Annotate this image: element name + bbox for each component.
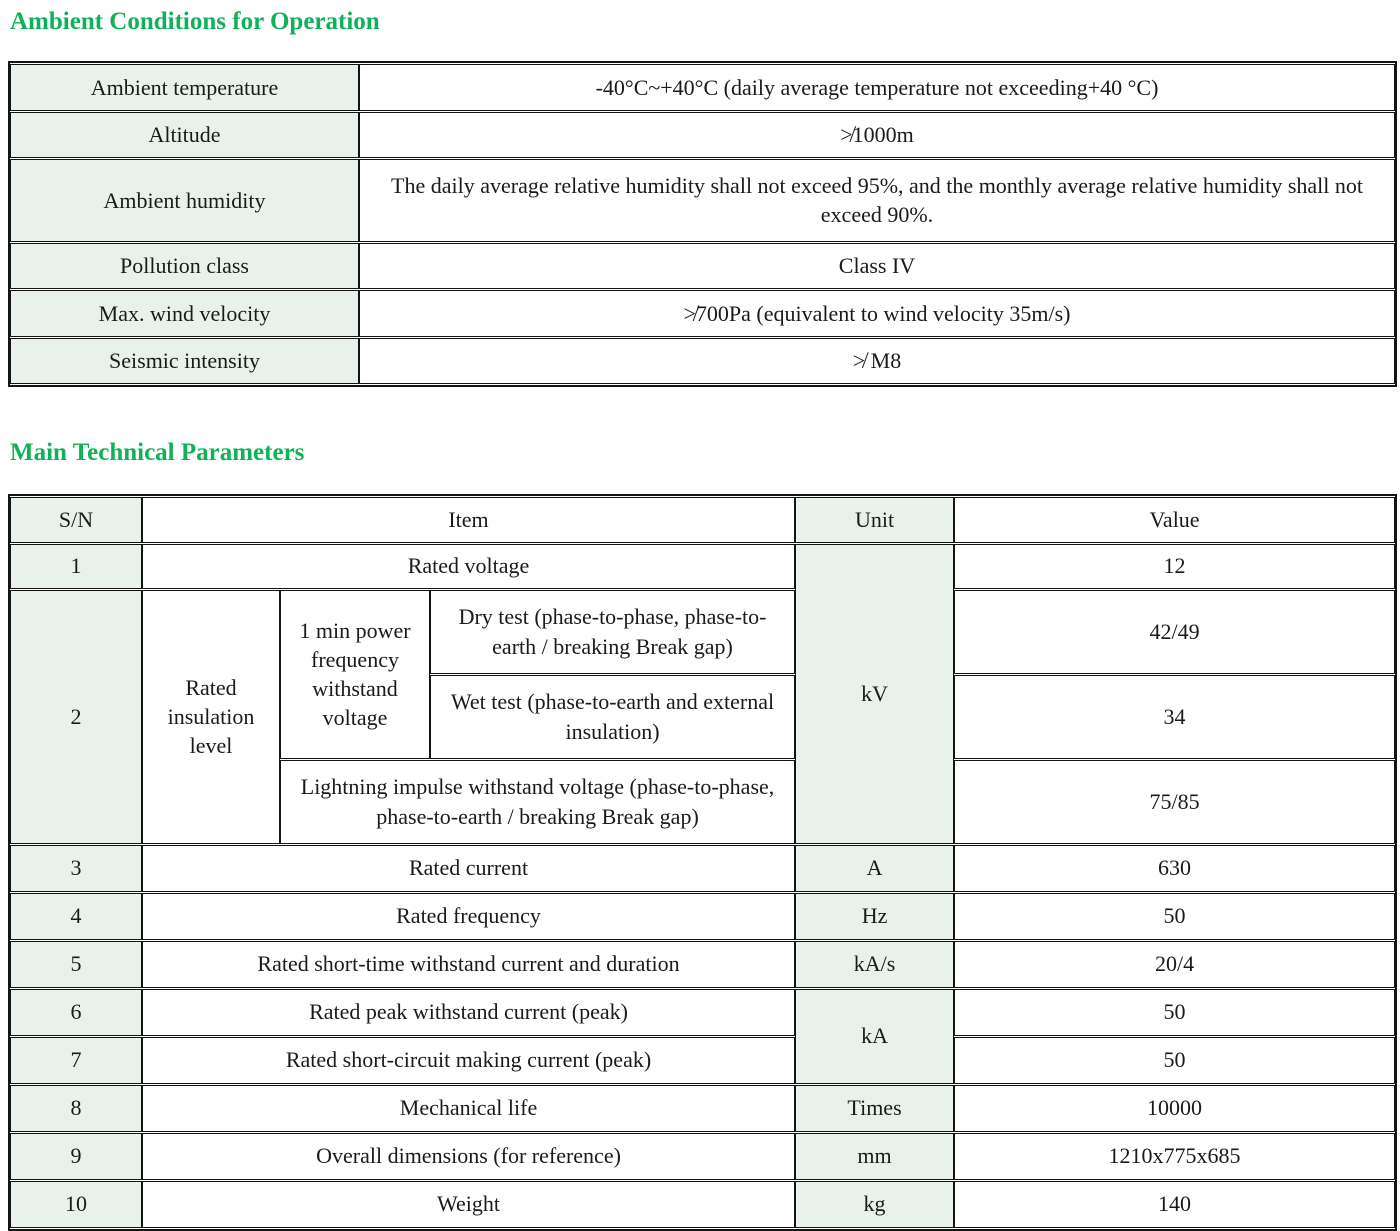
lightning-impulse-value-cell: 75/85 (954, 760, 1395, 844)
table-row (10, 989, 1395, 1036)
sn-cell: 8 (10, 1085, 142, 1132)
table-row (10, 243, 1395, 289)
wet-test-item-cell: Wet test (phase-to-earth and external insulation) (430, 675, 795, 759)
overall-dimensions-value-cell: 1210x775x685 (954, 1133, 1395, 1180)
ambient-temperature-label-cell: Ambient temperature (10, 64, 359, 111)
unit-cell: Times (795, 1085, 954, 1132)
sn-cell: 6 (10, 989, 142, 1036)
table-row (10, 290, 1395, 337)
table-row (10, 112, 1395, 158)
short-circuit-making-item-cell: Rated short-circuit making current (peak) (142, 1037, 795, 1084)
rated-current-item-cell: Rated current (142, 845, 795, 892)
table-row (10, 1085, 1395, 1132)
sn-cell: 1 (10, 544, 142, 589)
pollution-class-label-cell: Pollution class (10, 243, 359, 289)
unit-cell: kg (795, 1181, 954, 1228)
wet-test-value-cell: 34 (954, 675, 1395, 759)
rated-voltage-value-cell: 12 (954, 544, 1395, 589)
table-row (10, 893, 1395, 940)
unit-cell: Hz (795, 893, 954, 940)
section-title-main-technical-parameters: Main Technical Parameters (10, 438, 305, 466)
table-row (10, 1133, 1395, 1180)
ambient-humidity-label-cell: Ambient humidity (10, 159, 359, 242)
short-time-withstand-item-cell: Rated short-time withstand current and duration (142, 941, 795, 988)
rated-insulation-level-group-cell: Rated insulation level (142, 590, 280, 844)
dry-test-value-cell: 42/49 (954, 590, 1395, 674)
main-technical-parameters-table (8, 494, 1397, 1231)
weight-value-cell: 140 (954, 1181, 1395, 1228)
rated-frequency-item-cell: Rated frequency (142, 893, 795, 940)
table-row (10, 1181, 1395, 1228)
weight-item-cell: Weight (142, 1181, 795, 1228)
lightning-impulse-item-cell: Lightning impulse withstand voltage (phase-to-phase, phase-to-earth / breaking Break gap) (280, 760, 795, 844)
sn-cell: 3 (10, 845, 142, 892)
ambient-conditions-table (8, 61, 1397, 387)
ambient-humidity-value-cell: The daily average relative humidity shall not exceed 95%, and the monthly average relative humidity shall not exceed 90%. (359, 159, 1395, 242)
rated-current-value-cell: 630 (954, 845, 1395, 892)
unit-cell: mm (795, 1133, 954, 1180)
dry-test-item-cell: Dry test (phase-to-phase, phase-to-earth / breaking Break gap) (430, 590, 795, 674)
table-row (10, 845, 1395, 892)
max-wind-velocity-label-cell: Max. wind velocity (10, 290, 359, 337)
max-wind-velocity-value-cell: ≯700Pa (equivalent to wind velocity 35m/s) (359, 290, 1395, 337)
peak-withstand-value-cell: 50 (954, 989, 1395, 1036)
altitude-value-cell: ≯1000m (359, 112, 1395, 158)
table-row (10, 941, 1395, 988)
unit-ka-cell: kA (795, 989, 954, 1084)
short-circuit-making-value-cell: 50 (954, 1037, 1395, 1084)
mechanical-life-value-cell: 10000 (954, 1085, 1395, 1132)
header-unit-cell: Unit (795, 497, 954, 543)
unit-kv-cell: kV (795, 544, 954, 844)
section-title-ambient-conditions: Ambient Conditions for Operation (10, 8, 380, 35)
table-row (10, 64, 1395, 111)
seismic-intensity-label-cell: Seismic intensity (10, 338, 359, 384)
header-value-cell: Value (954, 497, 1395, 543)
header-item-cell: Item (142, 497, 795, 543)
seismic-intensity-value-cell: ≯ M8 (359, 338, 1395, 384)
ambient-temperature-value-cell: -40°C~+40°C (daily average temperature not exceeding+40 °C) (359, 64, 1395, 111)
table-row (10, 590, 1395, 674)
sn-cell: 7 (10, 1037, 142, 1084)
overall-dimensions-item-cell: Overall dimensions (for reference) (142, 1133, 795, 1180)
sn-cell: 9 (10, 1133, 142, 1180)
table-row (10, 544, 1395, 589)
sn-cell: 5 (10, 941, 142, 988)
power-frequency-withstand-subgroup-cell: 1 min power frequency withstand voltage (280, 590, 430, 759)
unit-cell: kA/s (795, 941, 954, 988)
header-sn-cell: S/N (10, 497, 142, 543)
peak-withstand-item-cell: Rated peak withstand current (peak) (142, 989, 795, 1036)
table-row (10, 338, 1395, 384)
table-row (10, 1037, 1395, 1084)
unit-cell: A (795, 845, 954, 892)
rated-voltage-item-cell: Rated voltage (142, 544, 795, 589)
header-row (10, 497, 1395, 543)
pollution-class-value-cell: Class IV (359, 243, 1395, 289)
altitude-label-cell: Altitude (10, 112, 359, 158)
rated-frequency-value-cell: 50 (954, 893, 1395, 940)
mechanical-life-item-cell: Mechanical life (142, 1085, 795, 1132)
sn-cell: 10 (10, 1181, 142, 1228)
sn-cell: 2 (10, 590, 142, 844)
sn-cell: 4 (10, 893, 142, 940)
short-time-withstand-value-cell: 20/4 (954, 941, 1395, 988)
table-row (10, 159, 1395, 242)
